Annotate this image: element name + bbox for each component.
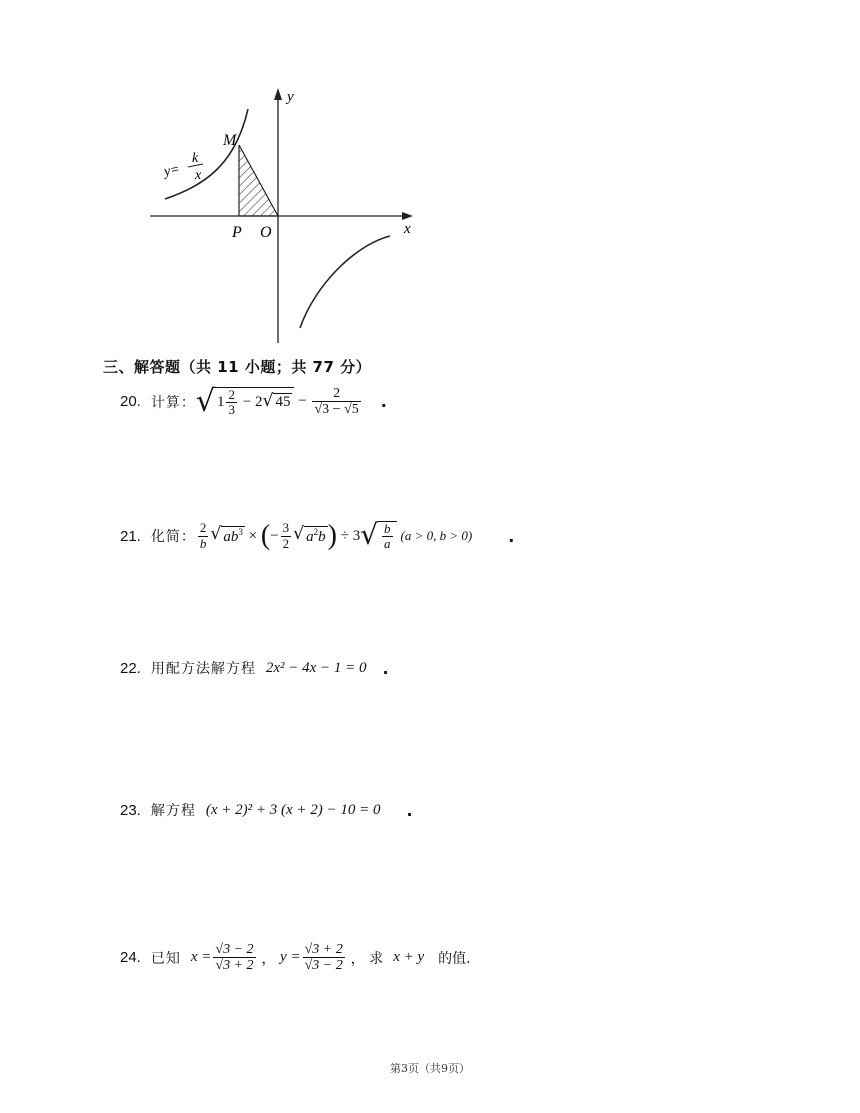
problem-22: 22. 用配方法解方程 2x² − 4x − 1 = 0 . — [120, 658, 389, 678]
curve-label-den: x — [195, 168, 202, 183]
x-axis-label: x — [404, 221, 411, 237]
point-m-label: M — [223, 132, 237, 149]
curve-label-num: k — [192, 151, 199, 166]
equation: 2x² − 4x − 1 = 0 — [265, 659, 367, 676]
hyperbola-branch-right — [300, 236, 390, 328]
point-p-label: P — [232, 224, 242, 241]
problem-23: 23. 解方程 (x + 2)² + 3 (x + 2) − 10 = 0 . — [120, 800, 413, 820]
problem-label: 已知 — [150, 950, 181, 967]
problem-label: 用配方法解方程 — [150, 661, 256, 677]
problem-label: 解方程 — [150, 803, 196, 819]
hyperbola-branch-left — [165, 109, 248, 199]
hyperbola-figure — [145, 85, 420, 347]
problem-24: 24. 已知 x = $\frac{√3 - 2}{√3 + 2}$ ， y = $\frac{√3 + 2}{√3 - 2}$ ， 求 x + y 的值. — [120, 942, 471, 974]
point-o-label: O — [260, 224, 272, 241]
problem-number: 22. — [120, 659, 141, 677]
problem-label: 计算： — [150, 394, 196, 411]
y-axis-arrow — [274, 88, 282, 100]
problem-number: 24. — [120, 949, 141, 967]
sqrt-expression: √ 1 $\frac{2}{3}$ − 2 √ 45 — [196, 387, 295, 418]
fraction: $\frac{2}{√3 - √5}$ — [314, 386, 359, 418]
problem-number: 21. — [120, 527, 141, 545]
shaded-triangle-mpo — [239, 145, 278, 216]
problem-20: 20. 计算： √ 1 $\frac{2}{3}$ − 2 √ 45 − $\frac{2}{√3 - √5}$ . — [120, 383, 387, 419]
page-footer: 第3页（共9页） — [390, 1062, 470, 1075]
equation: (x + 2)² + 3 (x + 2) − 10 = 0 — [205, 801, 381, 818]
section-heading: 三、解答题（共 11 小题；共 77 分） — [103, 358, 372, 376]
x-axis-arrow — [402, 212, 413, 220]
problem-21: 21. 化简： $\frac{2}{b}$ √ $ab^3$ × ( − $\frac{3}{2}$ √ $a^2b$ ) ÷ 3 √ $\frac{b}{a}$ (a > 0, b > 0) . — [120, 517, 515, 551]
curve-label-lhs: y= — [162, 161, 182, 180]
problem-number: 23. — [120, 801, 141, 819]
problem-number: 20. — [120, 393, 141, 411]
y-axis-label: y — [287, 89, 294, 105]
problem-label: 化简： — [150, 529, 196, 545]
